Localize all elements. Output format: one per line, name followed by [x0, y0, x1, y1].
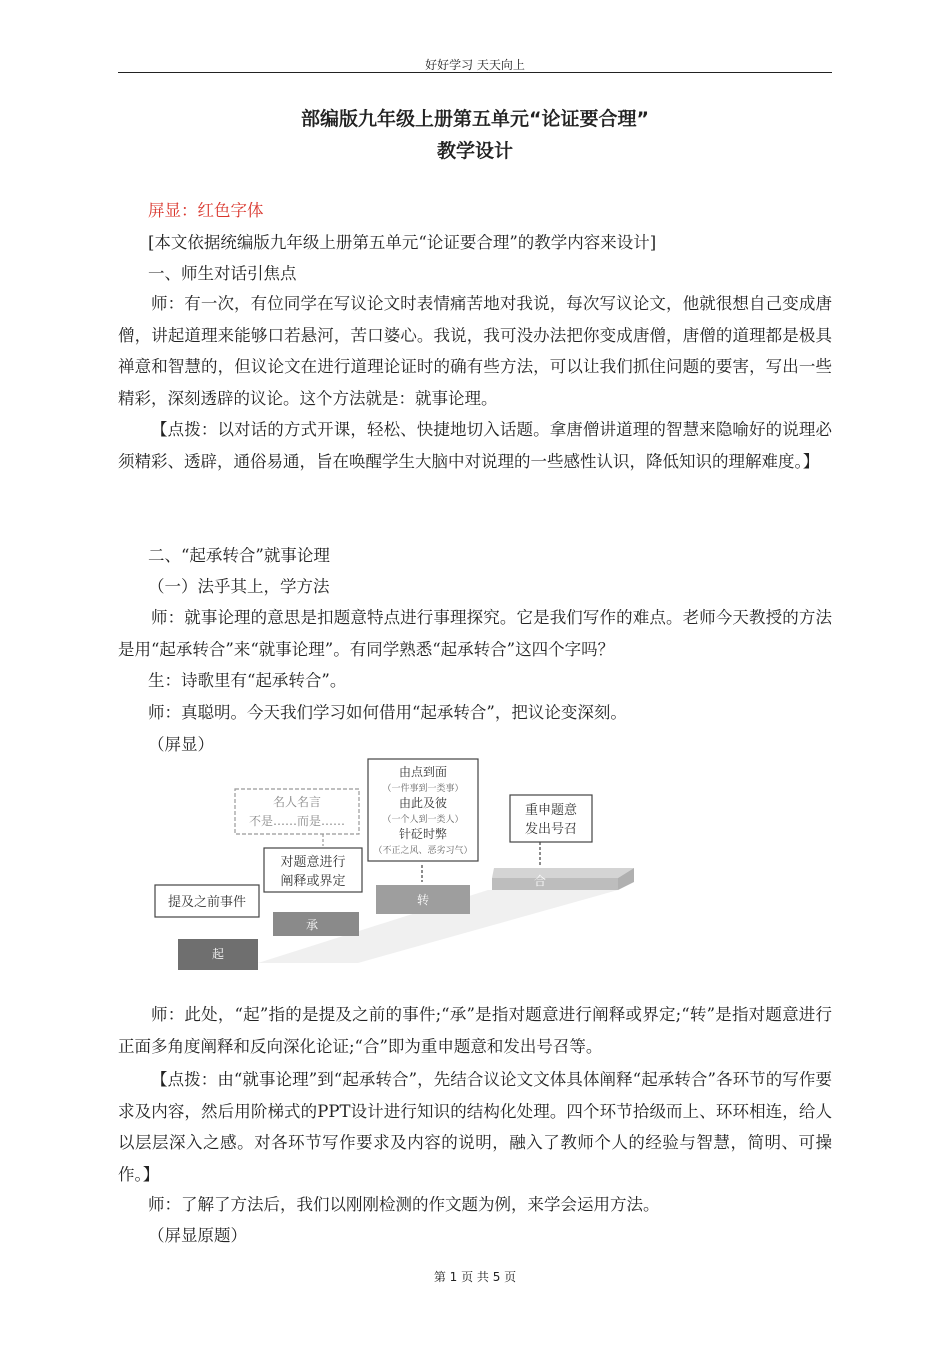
section1-heading: 一、师生对话引焦点 [148, 264, 297, 283]
box-zhuan-line3: 由此及彼 [398, 796, 448, 810]
step-label-qi: 起 [211, 947, 225, 961]
screen-label-2: （屏显原题） [148, 1226, 247, 1245]
box-he-line1: 重申题意 [524, 803, 578, 818]
box-zhuan-line1: 由点到面 [398, 765, 448, 779]
box-zhuan-line4: （一个人到一类人） [382, 815, 464, 825]
box-he-line2: 发出号召 [524, 822, 578, 837]
section2-heading: 二、“起承转合”就事论理 [148, 546, 330, 565]
section2-paragraph-4: 师：此处，“起”指的是提及之前的事件;“承”是指对题意进行阐释或界定;“转”是指对题意进行正面多角度阐释和反向深化论证;“合”即为重申题意和发出号召等。 [118, 1005, 832, 1056]
section2-paragraph-1: 师：就事论理的意思是扣题意特点进行事理探究。它是我们写作的难点。老师今天教授的方法是用“起承转合”来“就事论理”。有同学熟悉“起承转合”这四个字吗？ [118, 608, 832, 659]
box-zhuan-line6: （不正之风、恶劣习气） [373, 846, 473, 856]
header-divider [118, 72, 832, 73]
section2-subheading: （一）法乎其上，学方法 [148, 577, 330, 596]
doc-title: 部编版九年级上册第五单元“论证要合理” [301, 108, 649, 130]
intro-note: [本文依据统编版九年级上册第五单元“论证要合理”的教学内容来设计] [148, 233, 657, 252]
section2-note: 【点拨：由“就事论理”到“起承转合”，先结合议论文文体具体阐释“起承转合”各环节的写作要求及内容，然后用阶梯式的PPT设计进行知识的结构化处理。四个环节拾级而上、环环相连，给人以层层深入之感。对各环节写作要求及内容的说明，融入了教师个人的经验与智慧，简明、可操作。】 [118, 1070, 832, 1184]
section2-paragraph-3: 师：真聪明。今天我们学习如何借用“起承转合”，把议论变深刻。 [148, 703, 627, 722]
screen-label: （屏显） [148, 735, 214, 754]
page-header: 好好学习 天天向上 [425, 58, 525, 72]
box-cheng-line1: 对题意进行 [280, 855, 346, 870]
box-qi-text: 提及之前事件 [167, 895, 247, 910]
box-zhuan-line2: （一件事到一类事） [382, 784, 464, 794]
step-label-zhuan: 转 [416, 893, 430, 907]
box-cheng-line2: 阐释或界定 [280, 874, 346, 889]
box-mingren-line1: 名人名言 [272, 795, 322, 809]
box-zhuan-line5: 针砭时弊 [398, 827, 448, 841]
step-label-he: 合 [533, 874, 547, 888]
screen-note: 屏显：红色字体 [148, 201, 264, 220]
step-he-top [492, 868, 634, 878]
section1-note: 【点拨：以对话的方式开课，轻松、快捷地切入话题。拿唐僧讲道理的智慧来隐喻好的说理必须精彩、透辟，通俗易通，旨在唤醒学生大脑中对说理的一些感性认识，降低知识的理解难度。】 [118, 420, 832, 471]
section2-paragraph-6: 师：了解了方法后，我们以刚刚检测的作文题为例，来学会运用方法。 [148, 1195, 660, 1214]
box-mingren-line2: 不是……而是…… [248, 814, 346, 828]
page-footer: 第 1 页 共 5 页 [433, 1270, 517, 1284]
section2-paragraph-2: 生：诗歌里有“起承转合”。 [148, 671, 347, 690]
section1-paragraph-1: 师：有一次，有位同学在写议论文时表情痛苦地对我说，每次写议论文，他就很想自己变成唐僧，讲起道理来能够口若悬河，苦口婆心。我说，我可没办法把你变成唐僧，唐僧的道理都是极具禅意和智慧的，但议论文在进行道理论证时的确有些方法，可以让我们抓住问题的要害，写出一些精彩，深刻透辟的议论。这个方法就是：就事论理。 [118, 294, 832, 408]
step-label-cheng: 承 [305, 918, 319, 932]
step-he-front [492, 878, 618, 890]
staircase-diagram [148, 758, 638, 976]
doc-subtitle: 教学设计 [436, 140, 513, 162]
